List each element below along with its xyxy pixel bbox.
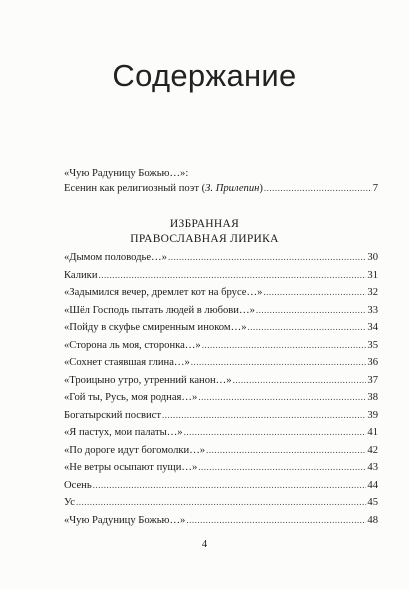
intro-line-2 xyxy=(64,181,378,196)
section-heading-line-2: ПРАВОСЛАВНАЯ ЛИРИКА xyxy=(130,233,279,245)
toc-entry xyxy=(64,270,378,288)
toc-entry-title: «Шёл Господь пытать людей в любови…» xyxy=(64,304,255,316)
dot-leader xyxy=(248,322,367,332)
intro-page-number: 7 xyxy=(372,183,378,194)
toc-entry xyxy=(64,392,378,410)
dot-leader xyxy=(263,287,366,297)
toc-entry xyxy=(64,357,378,375)
toc-entry-page: 38 xyxy=(367,392,378,403)
toc-entry xyxy=(64,480,378,498)
table-of-contents xyxy=(64,252,378,532)
toc-entry-page: 48 xyxy=(367,514,378,526)
toc-entry-page: 41 xyxy=(367,427,378,438)
intro-author: З. Прилепин xyxy=(205,183,260,194)
toc-entry-title: «Сохнет стаявшая глина…» xyxy=(64,357,190,368)
section-heading xyxy=(0,217,409,247)
dot-leader xyxy=(206,445,366,455)
toc-entry xyxy=(64,375,378,393)
toc-entry xyxy=(64,322,378,340)
toc-entry-title: Богатырский посвист xyxy=(64,409,161,421)
intro-line-1: «Чую Радуницу Божью…»: xyxy=(64,168,189,179)
intro-entry xyxy=(64,166,378,196)
toc-entry-page: 44 xyxy=(367,479,378,491)
dot-leader xyxy=(264,181,372,196)
toc-entry-title: Калики xyxy=(64,269,98,281)
toc-entry-title: «Я пастух, мои палаты…» xyxy=(64,427,183,438)
toc-entry xyxy=(64,287,378,305)
toc-entry-title: Ус xyxy=(64,497,75,508)
toc-entry-title: «Задымился вечер, дремлет кот на брусе…» xyxy=(64,287,263,298)
dot-leader xyxy=(99,270,367,280)
toc-entry-page: 32 xyxy=(367,287,378,298)
toc-entry-page: 37 xyxy=(367,374,378,386)
dot-leader xyxy=(198,462,366,472)
toc-entry-title: Осень xyxy=(64,479,92,491)
section-heading-line-1: ИЗБРАННАЯ xyxy=(169,218,240,230)
page-title: Содержание xyxy=(112,58,297,93)
toc-entry xyxy=(64,445,378,463)
toc-entry-page: 34 xyxy=(367,322,378,333)
toc-entry xyxy=(64,410,378,428)
dot-leader xyxy=(233,375,367,385)
dot-leader xyxy=(191,357,367,367)
toc-entry-title: «Дымом половодье…» xyxy=(64,252,167,263)
toc-entry-page: 36 xyxy=(367,357,378,368)
toc-entry-page: 35 xyxy=(367,339,378,351)
dot-leader xyxy=(202,340,367,350)
toc-entry-title: «Пойду в скуфье смиренным иноком…» xyxy=(64,322,247,333)
toc-entry-page: 42 xyxy=(367,444,378,456)
toc-entry xyxy=(64,462,378,480)
toc-entry xyxy=(64,427,378,445)
dot-leader xyxy=(168,252,366,262)
toc-entry-title: «По дороге идут богомолки…» xyxy=(64,444,206,456)
toc-entry-title: «Не ветры осыпают пущи…» xyxy=(64,462,198,473)
toc-entry-title: «Сторона ль моя, сторонка…» xyxy=(64,339,201,351)
dot-leader xyxy=(93,480,367,490)
dot-leader xyxy=(186,515,366,525)
intro-text: Есенин как религиозный поэт ( xyxy=(64,183,206,194)
toc-entry xyxy=(64,497,378,515)
toc-entry xyxy=(64,305,378,323)
dot-leader xyxy=(256,305,367,315)
dot-leader xyxy=(76,497,366,507)
toc-entry-title: «Чую Радуницу Божью…» xyxy=(64,514,186,526)
toc-entry xyxy=(64,515,378,533)
intro-close-paren: ) xyxy=(259,183,263,194)
toc-entry-page: 45 xyxy=(367,497,378,508)
toc-entry-title: «Троицыно утро, утренний канон…» xyxy=(64,374,232,386)
toc-entry xyxy=(64,252,378,270)
dot-leader xyxy=(184,427,367,437)
toc-entry-page: 43 xyxy=(367,462,378,473)
toc-entry-page: 33 xyxy=(367,304,378,316)
toc-entry-page: 39 xyxy=(367,409,378,421)
toc-entry-page: 30 xyxy=(367,252,378,263)
dot-leader xyxy=(162,410,366,420)
toc-entry xyxy=(64,340,378,358)
page-number: 4 xyxy=(201,539,208,550)
toc-entry-title: «Гой ты, Русь, моя родная…» xyxy=(64,392,198,403)
toc-entry-page: 31 xyxy=(367,269,378,281)
dot-leader xyxy=(198,392,366,402)
